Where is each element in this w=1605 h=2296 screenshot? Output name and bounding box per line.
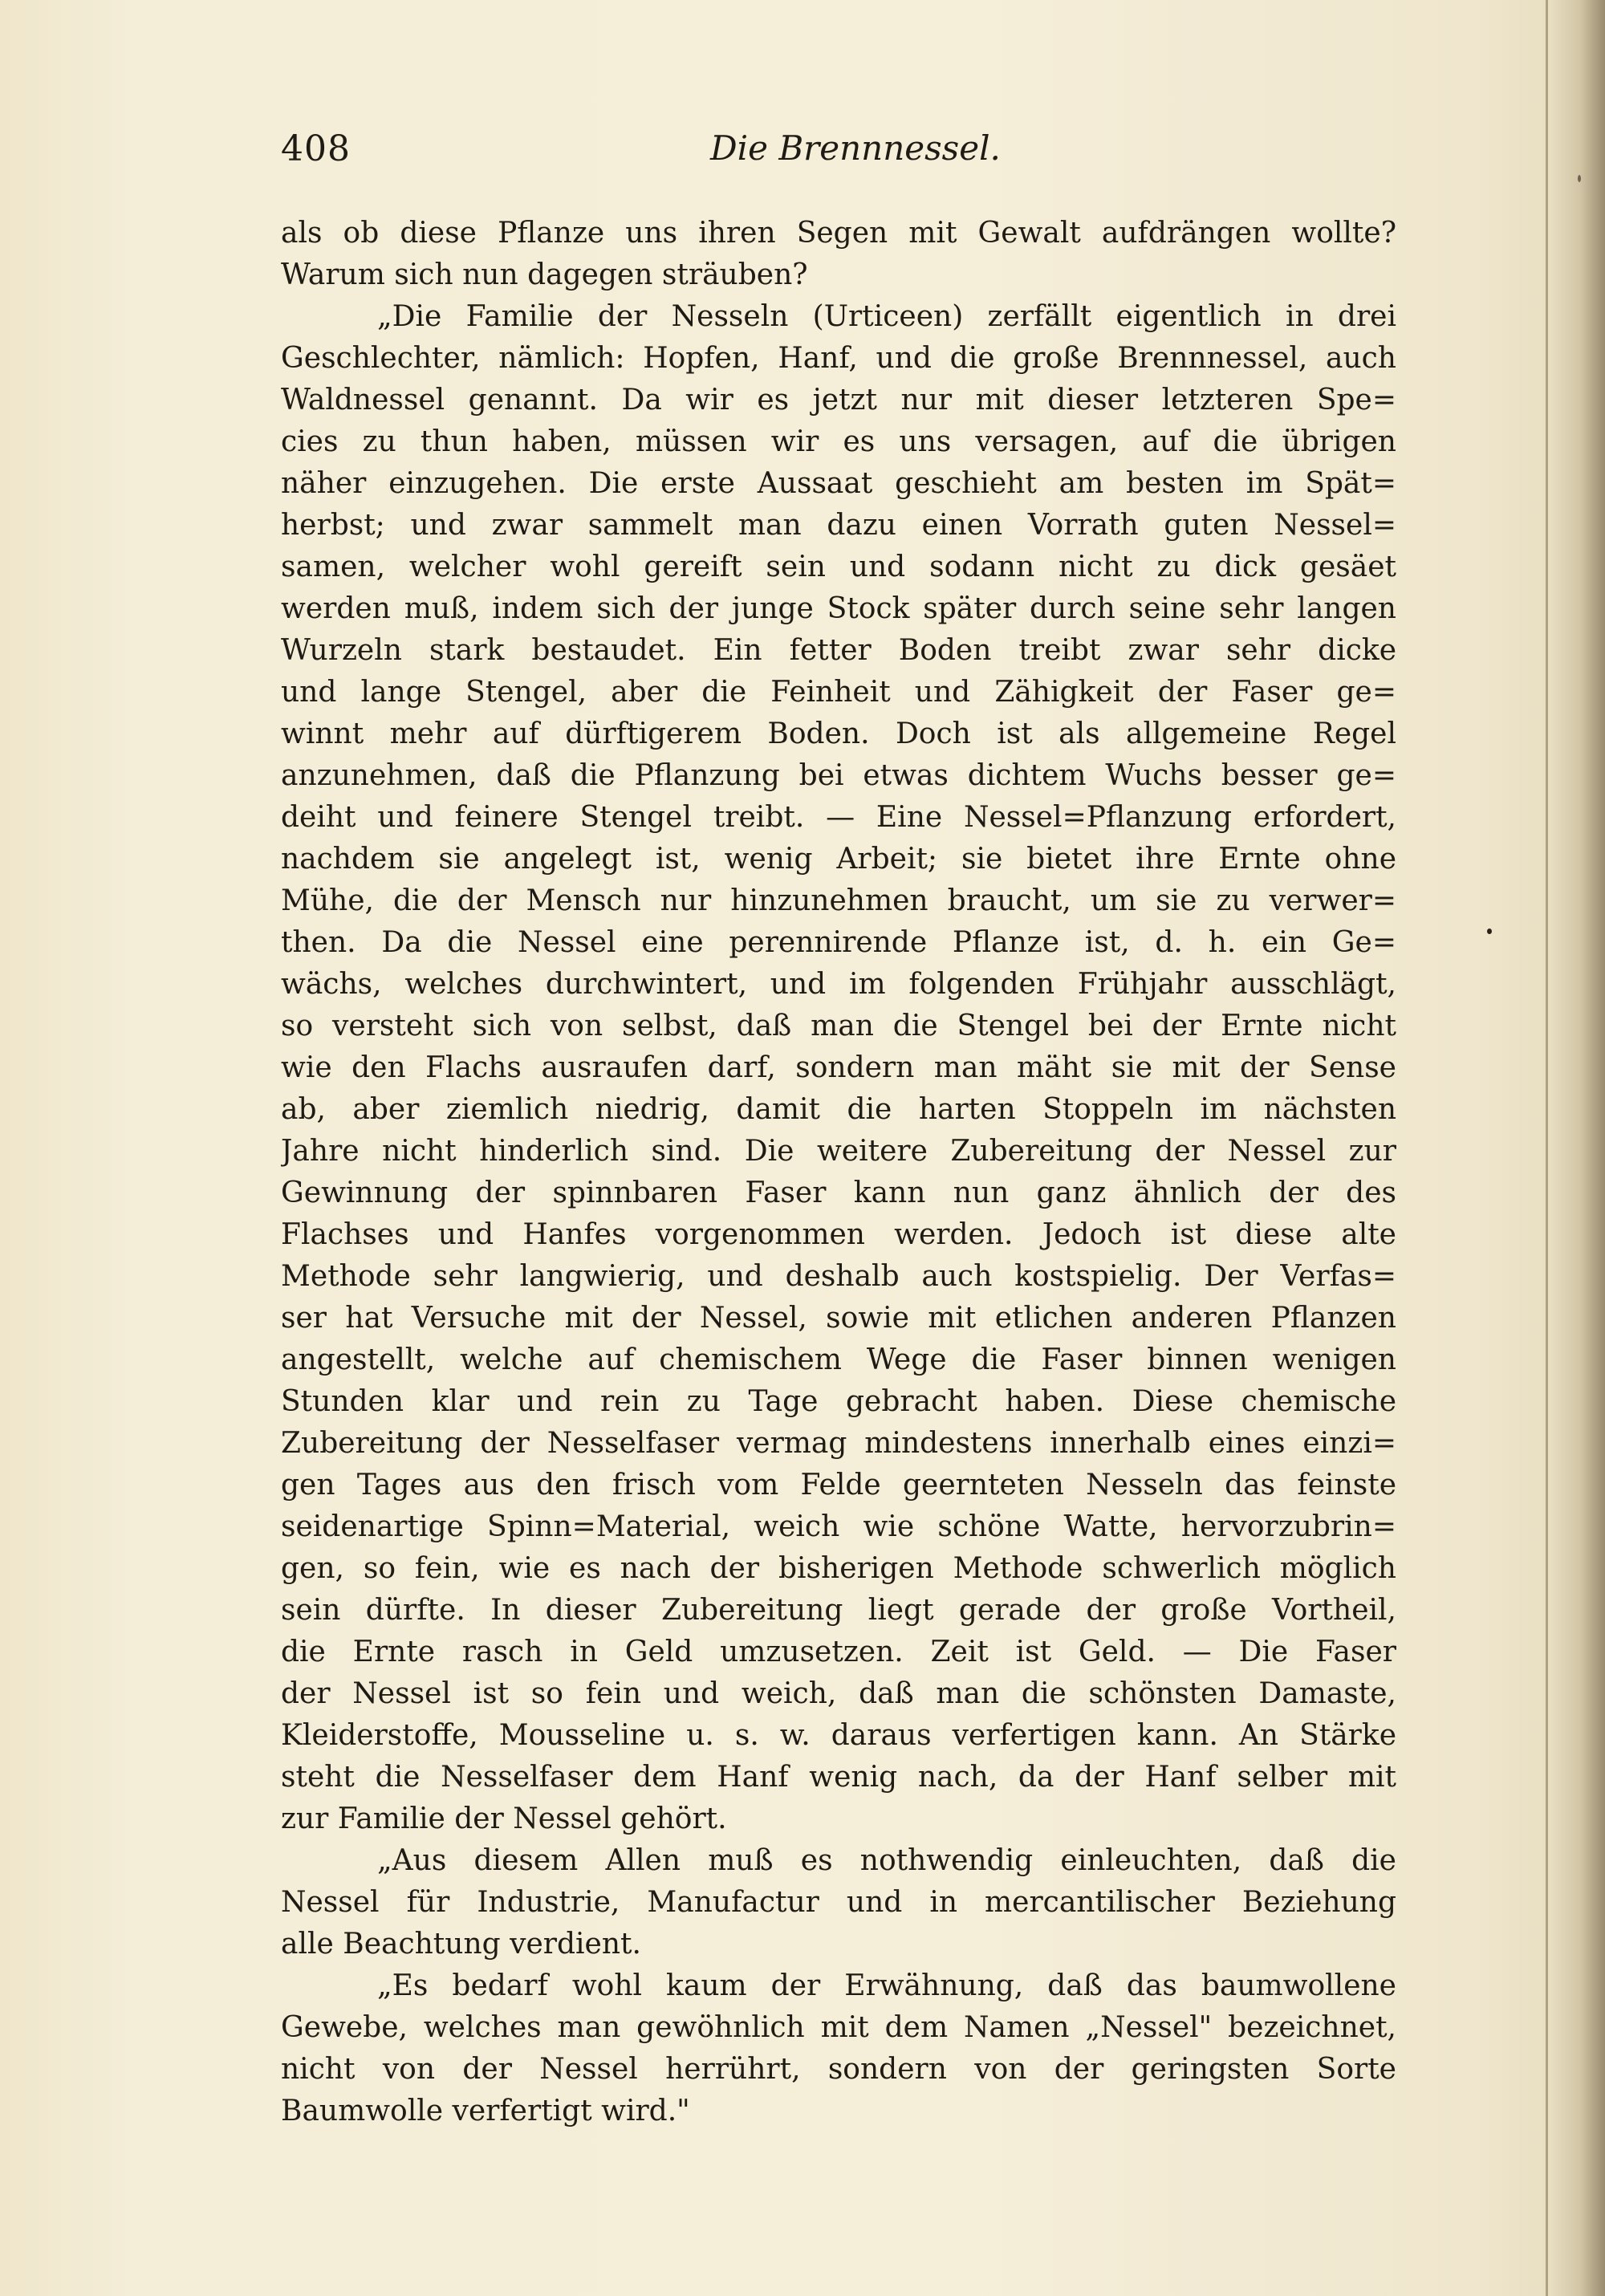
text-line: „Aus diesem Allen muß es nothwendig einleuchten, daß die [377,1844,1396,1877]
text-line: Baumwolle verfertigt wird." [281,2095,690,2127]
text-line: sein dürfte. In dieser Zubereitung liegt gerade der große Vortheil, [281,1594,1396,1627]
text-line: und lange Stengel, aber die Feinheit und Zähigkeit der Faser ge= [281,676,1396,709]
text-line: Nessel für Industrie, Manufactur und in mercantilischer Beziehung [281,1886,1396,1919]
text-line: Warum sich nun dagegen sträuben? [281,258,808,291]
text-line: nicht von der Nessel herrührt, sondern von der geringsten Sorte [281,2053,1396,2086]
text-line: seidenartige Spinn=Material, weich wie schöne Watte, hervorzubrin= [281,1510,1396,1543]
text-line: Kleiderstoffe, Mousseline u. s. w. daraus verfertigen kann. An Stärke [281,1719,1396,1752]
text-line: als ob diese Pflanze uns ihren Segen mit Gewalt aufdrängen wollte? [281,217,1396,250]
text-line: wächs, welches durchwintert, und im folgenden Frühjahr ausschlägt, [281,968,1396,1001]
text-line: then. Da die Nessel eine perennirende Pflanze ist, d. h. ein Ge= [281,926,1396,959]
text-line: Gewinnung der spinnbaren Faser kann nun ganz ähnlich der des [281,1176,1396,1209]
text-line: steht die Nesselfaser dem Hanf wenig nach, da der Hanf selber mit [281,1761,1396,1794]
page-edge-line [1546,0,1548,2296]
text-line: Flachses und Hanfes vorgenommen werden. Jedoch ist diese alte [281,1218,1396,1251]
text-line: deiht und feinere Stengel treibt. — Eine Nessel=Pflanzung erfordert, [281,801,1396,834]
text-line: samen, welcher wohl gereift sein und sodann nicht zu dick gesäet [281,551,1396,583]
text-line: „Die Familie der Nesseln (Urticeen) zerfällt eigentlich in drei [377,300,1396,333]
text-line: gen, so fein, wie es nach der bisherigen Methode schwerlich möglich [281,1552,1396,1585]
text-line: herbst; und zwar sammelt man dazu einen Vorrath guten Nessel= [281,509,1396,542]
text-line: Methode sehr langwierig, und deshalb auch kostspielig. Der Verfas= [281,1260,1396,1293]
text-line: werden muß, indem sich der junge Stock später durch seine sehr langen [281,592,1396,625]
page-number: 408 [281,128,351,169]
body-text [281,213,1396,2132]
running-title: Die Brennnessel. [710,128,1001,168]
text-line: Waldnessel genannt. Da wir es jetzt nur mit dieser letzteren Spe= [281,384,1396,417]
text-line: Mühe, die der Mensch nur hinzunehmen braucht, um sie zu verwer= [281,884,1396,917]
text-line: winnt mehr auf dürftigerem Boden. Doch ist als allgemeine Regel [281,717,1396,750]
text-line: die Ernte rasch in Geld umzusetzen. Zeit ist Geld. — Die Faser [281,1636,1396,1668]
page-edge-shadow [1549,0,1605,2296]
text-line: ab, aber ziemlich niedrig, damit die harten Stoppeln im nächsten [281,1093,1396,1126]
text-line: „Es bedarf wohl kaum der Erwähnung, daß das baumwollene [377,1969,1396,2002]
text-line: näher einzugehen. Die erste Aussaat geschieht am besten im Spät= [281,467,1396,500]
text-line: ser hat Versuche mit der Nessel, sowie mit etlichen anderen Pflanzen [281,1302,1396,1335]
text-line: angestellt, welche auf chemischem Wege die Faser binnen wenigen [281,1343,1396,1376]
ink-speck [1578,175,1581,182]
text-line: zur Familie der Nessel gehört. [281,1802,727,1835]
text-line: wie den Flachs ausraufen darf, sondern man mäht sie mit der Sense [281,1051,1396,1084]
text-line: Gewebe, welches man gewöhnlich mit dem Namen „Nessel" bezeichnet, [281,2011,1396,2044]
ink-speck [1487,929,1492,934]
text-line: der Nessel ist so fein und weich, daß man die schönsten Damaste, [281,1677,1396,1710]
text-line: Jahre nicht hinderlich sind. Die weitere Zubereitung der Nessel zur [281,1135,1396,1168]
text-line: nachdem sie angelegt ist, wenig Arbeit; sie bietet ihre Ernte ohne [281,843,1396,876]
text-line: Geschlechter, nämlich: Hopfen, Hanf, und die große Brennnessel, auch [281,342,1396,375]
text-line: anzunehmen, daß die Pflanzung bei etwas dichtem Wuchs besser ge= [281,759,1396,792]
text-line: Stunden klar und rein zu Tage gebracht haben. Diese chemische [281,1385,1396,1418]
text-line: cies zu thun haben, müssen wir es uns versagen, auf die übrigen [281,425,1396,458]
text-line: gen Tages aus den frisch vom Felde geernteten Nesseln das feinste [281,1469,1396,1502]
text-line: Zubereitung der Nesselfaser vermag mindestens innerhalb eines einzi= [281,1427,1396,1460]
page-header [281,128,1396,177]
text-line: Wurzeln stark bestaudet. Ein fetter Boden treibt zwar sehr dicke [281,634,1396,667]
text-line: alle Beachtung verdient. [281,1928,641,1961]
text-line: so versteht sich von selbst, daß man die Stengel bei der Ernte nicht [281,1010,1396,1042]
